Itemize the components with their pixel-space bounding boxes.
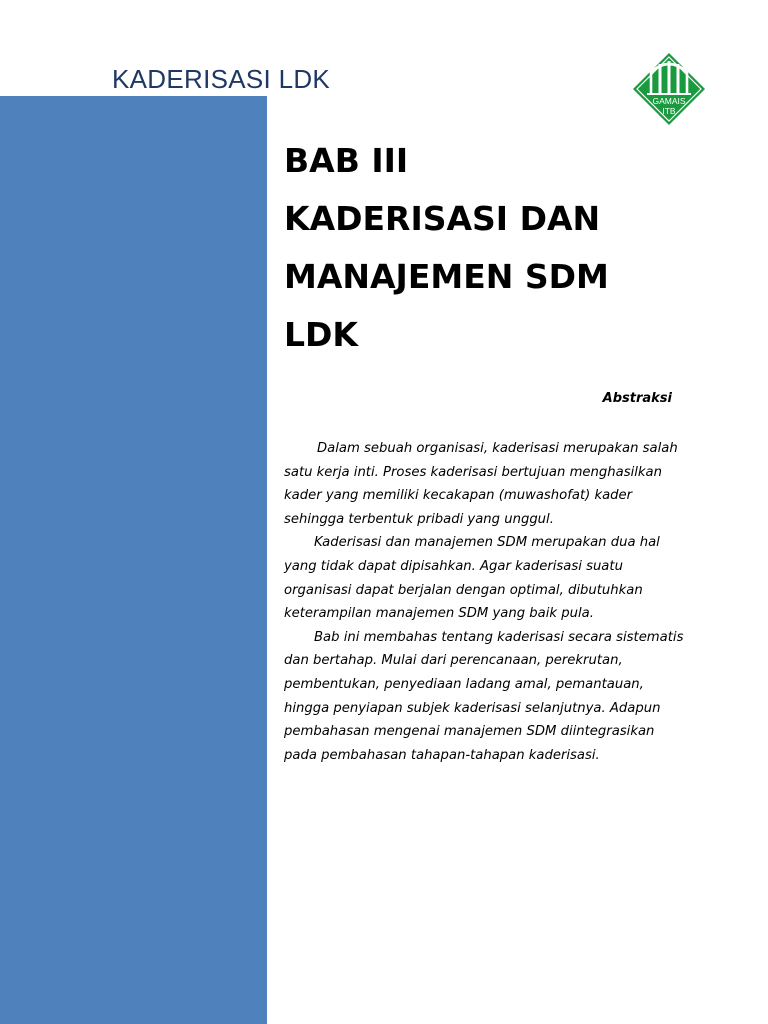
chapter-title-line-4: LDK	[284, 315, 358, 354]
chapter-title-line-3: MANAJEMEN SDM	[284, 257, 609, 296]
logo-text-top: GAMAIS	[652, 96, 686, 106]
gamais-itb-logo	[632, 52, 706, 126]
abstract-paragraph-2: Kaderisasi dan manajemen SDM merupakan dua hal yang tidak dapat dipisahkan. Agar kaderisasi suatu organisasi dapat berjalan dengan optimal, dibutuhkan keterampilan manajemen SDM yang baik pula.	[284, 535, 660, 622]
chapter-title	[284, 132, 704, 364]
abstract-body	[284, 437, 684, 767]
chapter-title-line-2: KADERISASI DAN	[284, 199, 601, 238]
chapter-title-line-1: BAB III	[284, 141, 409, 180]
abstract-paragraph-1: Dalam sebuah organisasi, kaderisasi merupakan salah satu kerja inti. Proses kaderisasi bertujuan menghasilkan kader yang memiliki kecakapan (muwashofat) kader sehingga terbentuk pribadi yang unggul.	[284, 441, 678, 527]
abstract-heading: Abstraksi	[602, 391, 672, 406]
decorative-side-band	[0, 96, 267, 1024]
logo-text-bottom: ITB	[662, 106, 676, 116]
running-header-title: KADERISASI LDK	[112, 64, 331, 94]
abstract-paragraph-3: Bab ini membahas tentang kaderisasi secara sistematis dan bertahap. Mulai dari perencanaan, perekrutan, pembentukan, penyediaan ladang amal, pemantauan, hingga penyiapan subjek kaderisasi selanjutnya. Adapun pembahasan mengenai manajemen SDM diintegrasikan pada pembahasan tahapan-tahapan kaderisasi.	[284, 629, 684, 763]
